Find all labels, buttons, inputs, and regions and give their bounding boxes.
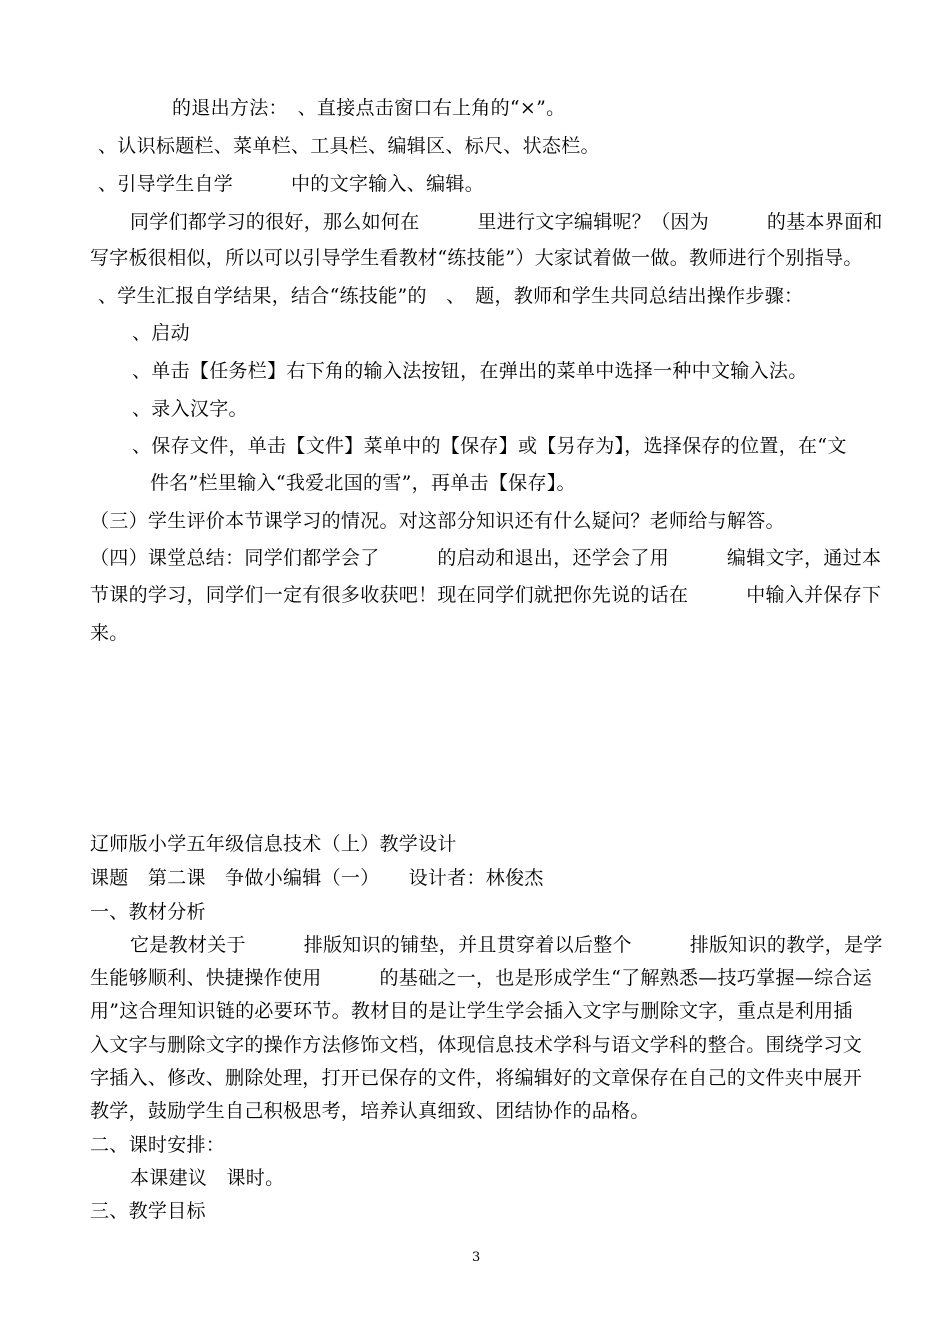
text-line-24: 教学，鼓励学生自己积极思考，培养认真细致、团结协作的品格。	[90, 1100, 650, 1122]
text-line-23: 字插入、修改、删除处理，打开已保存的文件，将编辑好的文章保存在自己的文件夹中展开	[90, 1067, 863, 1089]
text-line-15: 来。	[90, 622, 129, 644]
section-heading-3: 三、教学目标	[90, 1200, 206, 1222]
text-line-12: （三）学生评价本节课学习的情况。对这部分知识还有什么疑问？老师给与解答。	[90, 510, 785, 532]
section-heading-1: 一、教材分析	[90, 901, 206, 923]
text-line-13: （四）课堂总结：同学们都学会了 的启动和退出，还学会了用 编辑文字，通过本	[90, 547, 882, 569]
lesson-title-line: 课题 第二课 争做小编辑（一） 设计者：林俊杰	[90, 867, 544, 889]
text-line-20: 生能够顺利、快捷操作使用 的基础之一，也是形成学生“了解熟悉—技巧掌握—综合运	[90, 967, 873, 989]
text-line-10: 、保存文件，单击【文件】菜单中的【保存】或【另存为】，选择保存的位置，在“文	[132, 435, 847, 457]
section-heading-2: 二、课时安排：	[90, 1134, 226, 1156]
text-line-4: 同学们都学习的很好，那么如何在 里进行文字编辑呢？（因为 的基本界面和	[130, 211, 883, 233]
page-number: 3	[472, 1250, 481, 1265]
text-line-14: 节课的学习，同学们一定有很多收获吧！现在同学们就把你先说的话在 中输入并保存下	[90, 584, 882, 606]
text-line-6: 、学生汇报自学结果，结合“练技能”的 、 题，教师和学生共同总结出操作步骤：	[98, 285, 804, 307]
text-line-7: 、启动	[132, 322, 190, 344]
text-line-19: 它是教材关于 排版知识的铺垫，并且贯穿着以后整个 排版知识的教学，是学	[130, 934, 883, 956]
text-line-22: 入文字与删除文字的操作方法修饰文档，体现信息技术学科与语文学科的整合。围绕学习文	[90, 1034, 863, 1056]
text-line-5: 写字板很相似，所以可以引导学生看教材“练技能”）大家试着做一做。教师进行个别指导。	[90, 247, 863, 269]
text-line-26: 本课建议 课时。	[130, 1167, 285, 1189]
text-line-1: 的退出方法： 、直接点击窗口右上角的“×”。	[172, 97, 566, 119]
text-line-9: 、录入汉字。	[132, 398, 248, 420]
text-line-3: 、引导学生自学 中的文字输入、编辑。	[98, 173, 485, 195]
lesson-heading: 辽师版小学五年级信息技术（上）教学设计	[90, 833, 457, 855]
text-line-21: 用”这合理知识链的必要环节。教材目的是让学生学会插入文字与删除文字，重点是利用插	[90, 1000, 853, 1022]
text-line-11: 件名”栏里输入“我爱北国的雪”，再单击【保存】。	[150, 472, 576, 494]
text-line-8: 、单击【任务栏】右下角的输入法按钮，在弹出的菜单中选择一种中文输入法。	[132, 360, 808, 382]
text-line-2: 、认识标题栏、菜单栏、工具栏、编辑区、标尺、状态栏。	[98, 135, 600, 157]
